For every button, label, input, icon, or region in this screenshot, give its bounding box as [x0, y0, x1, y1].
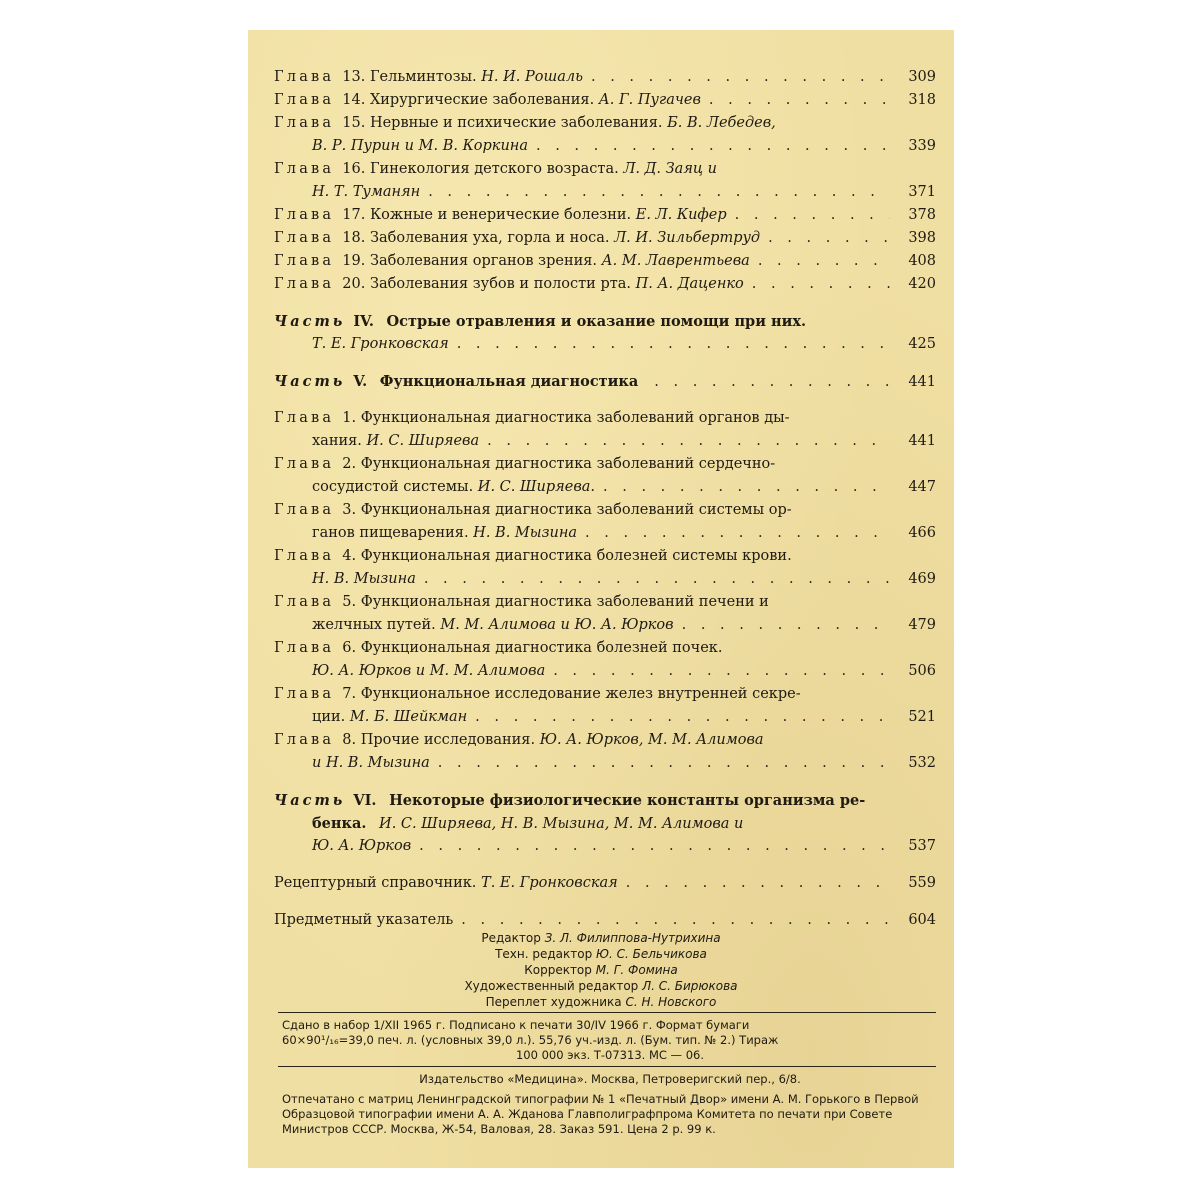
dot-leader [752, 273, 890, 296]
credit-line [248, 962, 954, 978]
dot-leader [424, 568, 890, 591]
toc-line [274, 66, 936, 89]
toc-line [274, 522, 936, 545]
page-number: 318 [908, 92, 936, 108]
toc-line [274, 158, 936, 181]
toc-line [274, 660, 936, 683]
toc-chapter-entry[interactable] [274, 250, 936, 273]
entry-number: 20. [342, 276, 366, 292]
page-number: 378 [908, 207, 936, 223]
page-number: 559 [908, 875, 936, 891]
entry-number: 14. [342, 92, 366, 108]
toc-line [274, 499, 936, 522]
entry-title: Функциональная диагностика [379, 373, 639, 390]
toc-line [274, 812, 936, 835]
entry-author: П. А. Даценко [635, 276, 744, 292]
dot-leader [553, 660, 890, 683]
credit-name: Ю. С. Бельчикова [596, 947, 707, 961]
entry-label: Глава [274, 502, 335, 518]
page-number: 309 [908, 69, 936, 85]
entry-title: Хирургические заболевания. [369, 92, 595, 108]
dot-leader [709, 89, 890, 112]
toc-chapter-entry[interactable] [274, 499, 936, 545]
print-details-line: 100 000 экз. Т-07313. МС — 06. [515, 1048, 704, 1062]
entry-number: IV. [353, 313, 374, 330]
entry-number: 6. [342, 640, 357, 656]
toc-chapter-entry[interactable] [274, 273, 936, 296]
toc-line [274, 752, 936, 775]
credit-name: З. Л. Филиппова-Нутрихина [544, 931, 721, 945]
entry-title: Кожные и венерические болезни. [369, 207, 632, 223]
print-details-line: 60×90¹/₁₆=39,0 печ. л. (условных 39,0 л.). 55,76 уч.-изд. л. (Бум. тип. № 2.) Тираж [282, 1033, 779, 1047]
dot-leader [419, 835, 890, 858]
page-number: 479 [908, 617, 936, 633]
toc-line [274, 453, 936, 476]
credit-role: Корректор [524, 963, 592, 977]
publisher-details [282, 1072, 938, 1137]
divider [278, 1012, 936, 1013]
entry-author: Л. И. Зильбертруд [614, 230, 761, 246]
toc-chapter-entry[interactable] [274, 637, 936, 683]
entry-author: Ю. А. Юрков [312, 838, 412, 854]
dot-leader [585, 522, 890, 545]
entry-author: Л. Д. Заяц и [623, 161, 717, 177]
toc-line [274, 227, 936, 250]
entry-author: А. М. Лаврентьева [601, 253, 750, 269]
entry-author: Н. В. Мызина [473, 525, 578, 541]
entry-author: Н. И. Рошаль [481, 69, 583, 85]
dot-leader [428, 181, 890, 204]
credit-line [248, 946, 954, 962]
toc-line [274, 407, 936, 430]
entry-title: Гинекология детского возраста. [369, 161, 619, 177]
credit-role: Художественный редактор [464, 979, 639, 993]
entry-title: Заболевания органов зрения. [369, 253, 598, 269]
toc-line [274, 835, 936, 858]
entry-title: Некоторые физиологические константы организма ре- [389, 792, 866, 809]
entry-title: Рецептурный справочник. [274, 875, 477, 891]
toc-line [274, 333, 936, 356]
dot-leader [475, 706, 890, 729]
entry-title: Гельминтозы. [369, 69, 477, 85]
toc-chapter-entry[interactable] [274, 89, 936, 112]
entry-title-continued: ции. [312, 709, 346, 725]
printer-text: Отпечатано с матриц Ленинградской типографии № 1 «Печатный Двор» имени А. М. Горького в Первой Образцовой типографии имени А. А. Жданова Главполиграфпрома Комитета по печати при Совете Министров СССР. Москва, Ж-54, Валовая, 28. Заказ 591. Цена 2 р. 99 к. [282, 1092, 919, 1136]
toc-line [274, 430, 936, 453]
toc-line [274, 614, 936, 637]
entry-title: Функциональная диагностика заболеваний системы ор- [360, 502, 792, 518]
credit-name: С. Н. Новского [625, 995, 717, 1009]
page-number: 420 [908, 276, 936, 292]
toc-line [274, 872, 936, 895]
entry-label: Глава [274, 548, 335, 564]
dot-leader [461, 909, 890, 932]
entry-label: Глава [274, 456, 335, 472]
page-number: 506 [908, 663, 936, 679]
entry-title: Функциональная диагностика болезней почек. [360, 640, 723, 656]
toc-line [274, 250, 936, 273]
page-number: 604 [908, 912, 936, 928]
dot-leader [603, 476, 890, 499]
entry-title: Функциональное исследование желез внутренней секре- [360, 686, 801, 702]
page-number: 398 [908, 230, 936, 246]
toc-line [274, 568, 936, 591]
entry-title-continued: сосудистой системы. [312, 479, 474, 495]
toc-part-entry[interactable] [274, 789, 936, 858]
toc-line [274, 909, 936, 932]
entry-author: Н. В. Мызина [312, 571, 416, 587]
credits-block [248, 930, 954, 1010]
page-number: 466 [908, 525, 936, 541]
entry-title: Прочие исследования. [360, 732, 536, 748]
entry-author: Ю. А. Юрков и М. М. Алимова [312, 663, 546, 679]
entry-title: Заболевания уха, горла и носа. [369, 230, 610, 246]
credit-line [248, 994, 954, 1010]
entry-label: Глава [274, 230, 335, 246]
credit-line [248, 978, 954, 994]
entry-title-continued: хания. [312, 433, 362, 449]
entry-label: Глава [274, 732, 335, 748]
entry-author: В. Р. Пурин и М. В. Коркина [312, 138, 528, 154]
entry-number: 16. [342, 161, 366, 177]
toc-line [274, 729, 936, 752]
entry-author: И. С. Ширяева [366, 433, 480, 449]
entry-author: М. Б. Шейкман [349, 709, 468, 725]
credit-role: Техн. редактор [495, 947, 593, 961]
page-number: 441 [908, 374, 936, 390]
dot-leader [457, 333, 890, 356]
toc-chapter-entry[interactable] [274, 158, 936, 204]
dot-leader [682, 614, 890, 637]
toc-line [274, 683, 936, 706]
entry-label: Глава [274, 253, 335, 269]
toc-line [274, 789, 936, 812]
entry-title: Функциональная диагностика заболеваний сердечно- [360, 456, 776, 472]
toc-chapter-entry[interactable] [274, 729, 936, 775]
toc-chapter-entry[interactable] [274, 453, 936, 499]
entry-author: Н. Т. Туманян [312, 184, 421, 200]
entry-label: Глава [274, 276, 335, 292]
toc-chapter-entry[interactable] [274, 591, 936, 637]
dot-leader [654, 371, 890, 393]
entry-author: И. С. Ширяева, Н. В. Мызина, М. М. Алимова и [379, 816, 744, 832]
entry-title-continued: бенка. [312, 815, 367, 832]
toc-part-entry[interactable] [274, 370, 936, 393]
dot-leader [591, 66, 890, 89]
entry-label: Часть [274, 373, 346, 390]
entry-author: Б. В. Лебедев, [667, 115, 776, 131]
toc-chapter-entry[interactable] [274, 407, 936, 453]
toc-chapter-entry[interactable] [274, 66, 936, 89]
entry-number: 13. [342, 69, 366, 85]
credit-role: Редактор [481, 931, 541, 945]
entry-title: Функциональная диагностика заболеваний органов ды- [360, 410, 790, 426]
credit-name: Л. С. Бирюкова [642, 979, 738, 993]
entry-number: 8. [342, 732, 357, 748]
toc-chapter-entry[interactable] [274, 204, 936, 227]
entry-title-continued: желчных путей. [312, 617, 436, 633]
entry-title: Предметный указатель [274, 912, 454, 928]
entry-author: Т. Е. Гронковская [481, 875, 618, 891]
credit-role: Переплет художника [485, 995, 622, 1009]
entry-number: 18. [342, 230, 366, 246]
toc-line [274, 310, 936, 333]
toc-line [274, 476, 936, 499]
dot-leader [758, 250, 890, 273]
toc-appendix-entry[interactable] [274, 909, 936, 932]
page-number: 339 [908, 138, 936, 154]
page-number: 441 [908, 433, 936, 449]
toc-line [274, 545, 936, 568]
entry-label: Глава [274, 69, 335, 85]
dot-leader [768, 227, 890, 250]
entry-number: VI. [353, 792, 377, 809]
entry-number: V. [353, 373, 368, 390]
entry-number: 17. [342, 207, 366, 223]
page-number: 469 [908, 571, 936, 587]
table-of-contents [274, 66, 936, 932]
toc-line [274, 273, 936, 296]
toc-line [274, 112, 936, 135]
entry-title: Острые отравления и оказание помощи при них. [386, 313, 807, 330]
page-number: 425 [908, 336, 936, 352]
entry-title: Функциональная диагностика заболеваний печени и [360, 594, 769, 610]
toc-chapter-entry[interactable] [274, 683, 936, 729]
entry-label: Часть [274, 792, 346, 809]
entry-number: 7. [342, 686, 357, 702]
entry-number: 4. [342, 548, 357, 564]
print-details-line: Сдано в набор 1/XII 1965 г. Подписано к печати 30/IV 1966 г. Формат бумаги [282, 1018, 750, 1032]
entry-author: Т. Е. Гронковская [312, 336, 449, 352]
credit-name: М. Г. Фомина [595, 963, 678, 977]
entry-label: Глава [274, 594, 335, 610]
dot-leader [487, 430, 890, 453]
toc-line [274, 591, 936, 614]
page-number: 408 [908, 253, 936, 269]
toc-line [274, 370, 936, 393]
entry-label: Часть [274, 313, 346, 330]
toc-line [274, 181, 936, 204]
dot-leader [735, 204, 890, 227]
toc-chapter-entry[interactable] [274, 227, 936, 250]
entry-label: Глава [274, 207, 335, 223]
entry-title: Заболевания зубов и полости рта. [369, 276, 632, 292]
entry-number: 15. [342, 115, 366, 131]
credit-line [248, 930, 954, 946]
divider [278, 1066, 936, 1067]
entry-title: Функциональная диагностика болезней системы крови. [360, 548, 792, 564]
toc-chapter-entry[interactable] [274, 112, 936, 158]
entry-number: 19. [342, 253, 366, 269]
book-page [248, 30, 954, 1168]
dot-leader [438, 752, 890, 775]
toc-line [274, 706, 936, 729]
page-number: 371 [908, 184, 936, 200]
entry-label: Глава [274, 410, 335, 426]
entry-title: Нервные и психические заболевания. [369, 115, 663, 131]
toc-part-entry[interactable] [274, 310, 936, 356]
entry-author: Е. Л. Кифер [635, 207, 727, 223]
page-number: 521 [908, 709, 936, 725]
toc-line [274, 204, 936, 227]
toc-line [274, 637, 936, 660]
entry-number: 3. [342, 502, 357, 518]
page-number: 532 [908, 755, 936, 771]
print-details [282, 1018, 938, 1063]
toc-line [274, 89, 936, 112]
entry-label: Глава [274, 92, 335, 108]
dot-leader [626, 872, 890, 895]
toc-chapter-entry[interactable] [274, 545, 936, 591]
dot-leader [536, 135, 890, 158]
entry-title-continued: ганов пищеварения. [312, 525, 469, 541]
entry-author: А. Г. Пугачев [598, 92, 701, 108]
entry-author: Ю. А. Юрков, М. М. Алимова [539, 732, 764, 748]
entry-label: Глава [274, 640, 335, 656]
entry-label: Глава [274, 161, 335, 177]
entry-author: и Н. В. Мызина [312, 755, 430, 771]
toc-appendix-entry[interactable] [274, 872, 936, 895]
entry-number: 5. [342, 594, 357, 610]
publisher-line: Издательство «Медицина». Москва, Петроверигский пер., 6/8. [419, 1072, 801, 1086]
entry-label: Глава [274, 686, 335, 702]
entry-number: 1. [342, 410, 357, 426]
page-number: 537 [908, 838, 936, 854]
entry-author: И. С. Ширяева. [477, 479, 596, 495]
page-number: 447 [908, 479, 936, 495]
toc-line [274, 135, 936, 158]
entry-label: Глава [274, 115, 335, 131]
entry-number: 2. [342, 456, 357, 472]
entry-author: М. М. Алимова и Ю. А. Юрков [440, 617, 674, 633]
